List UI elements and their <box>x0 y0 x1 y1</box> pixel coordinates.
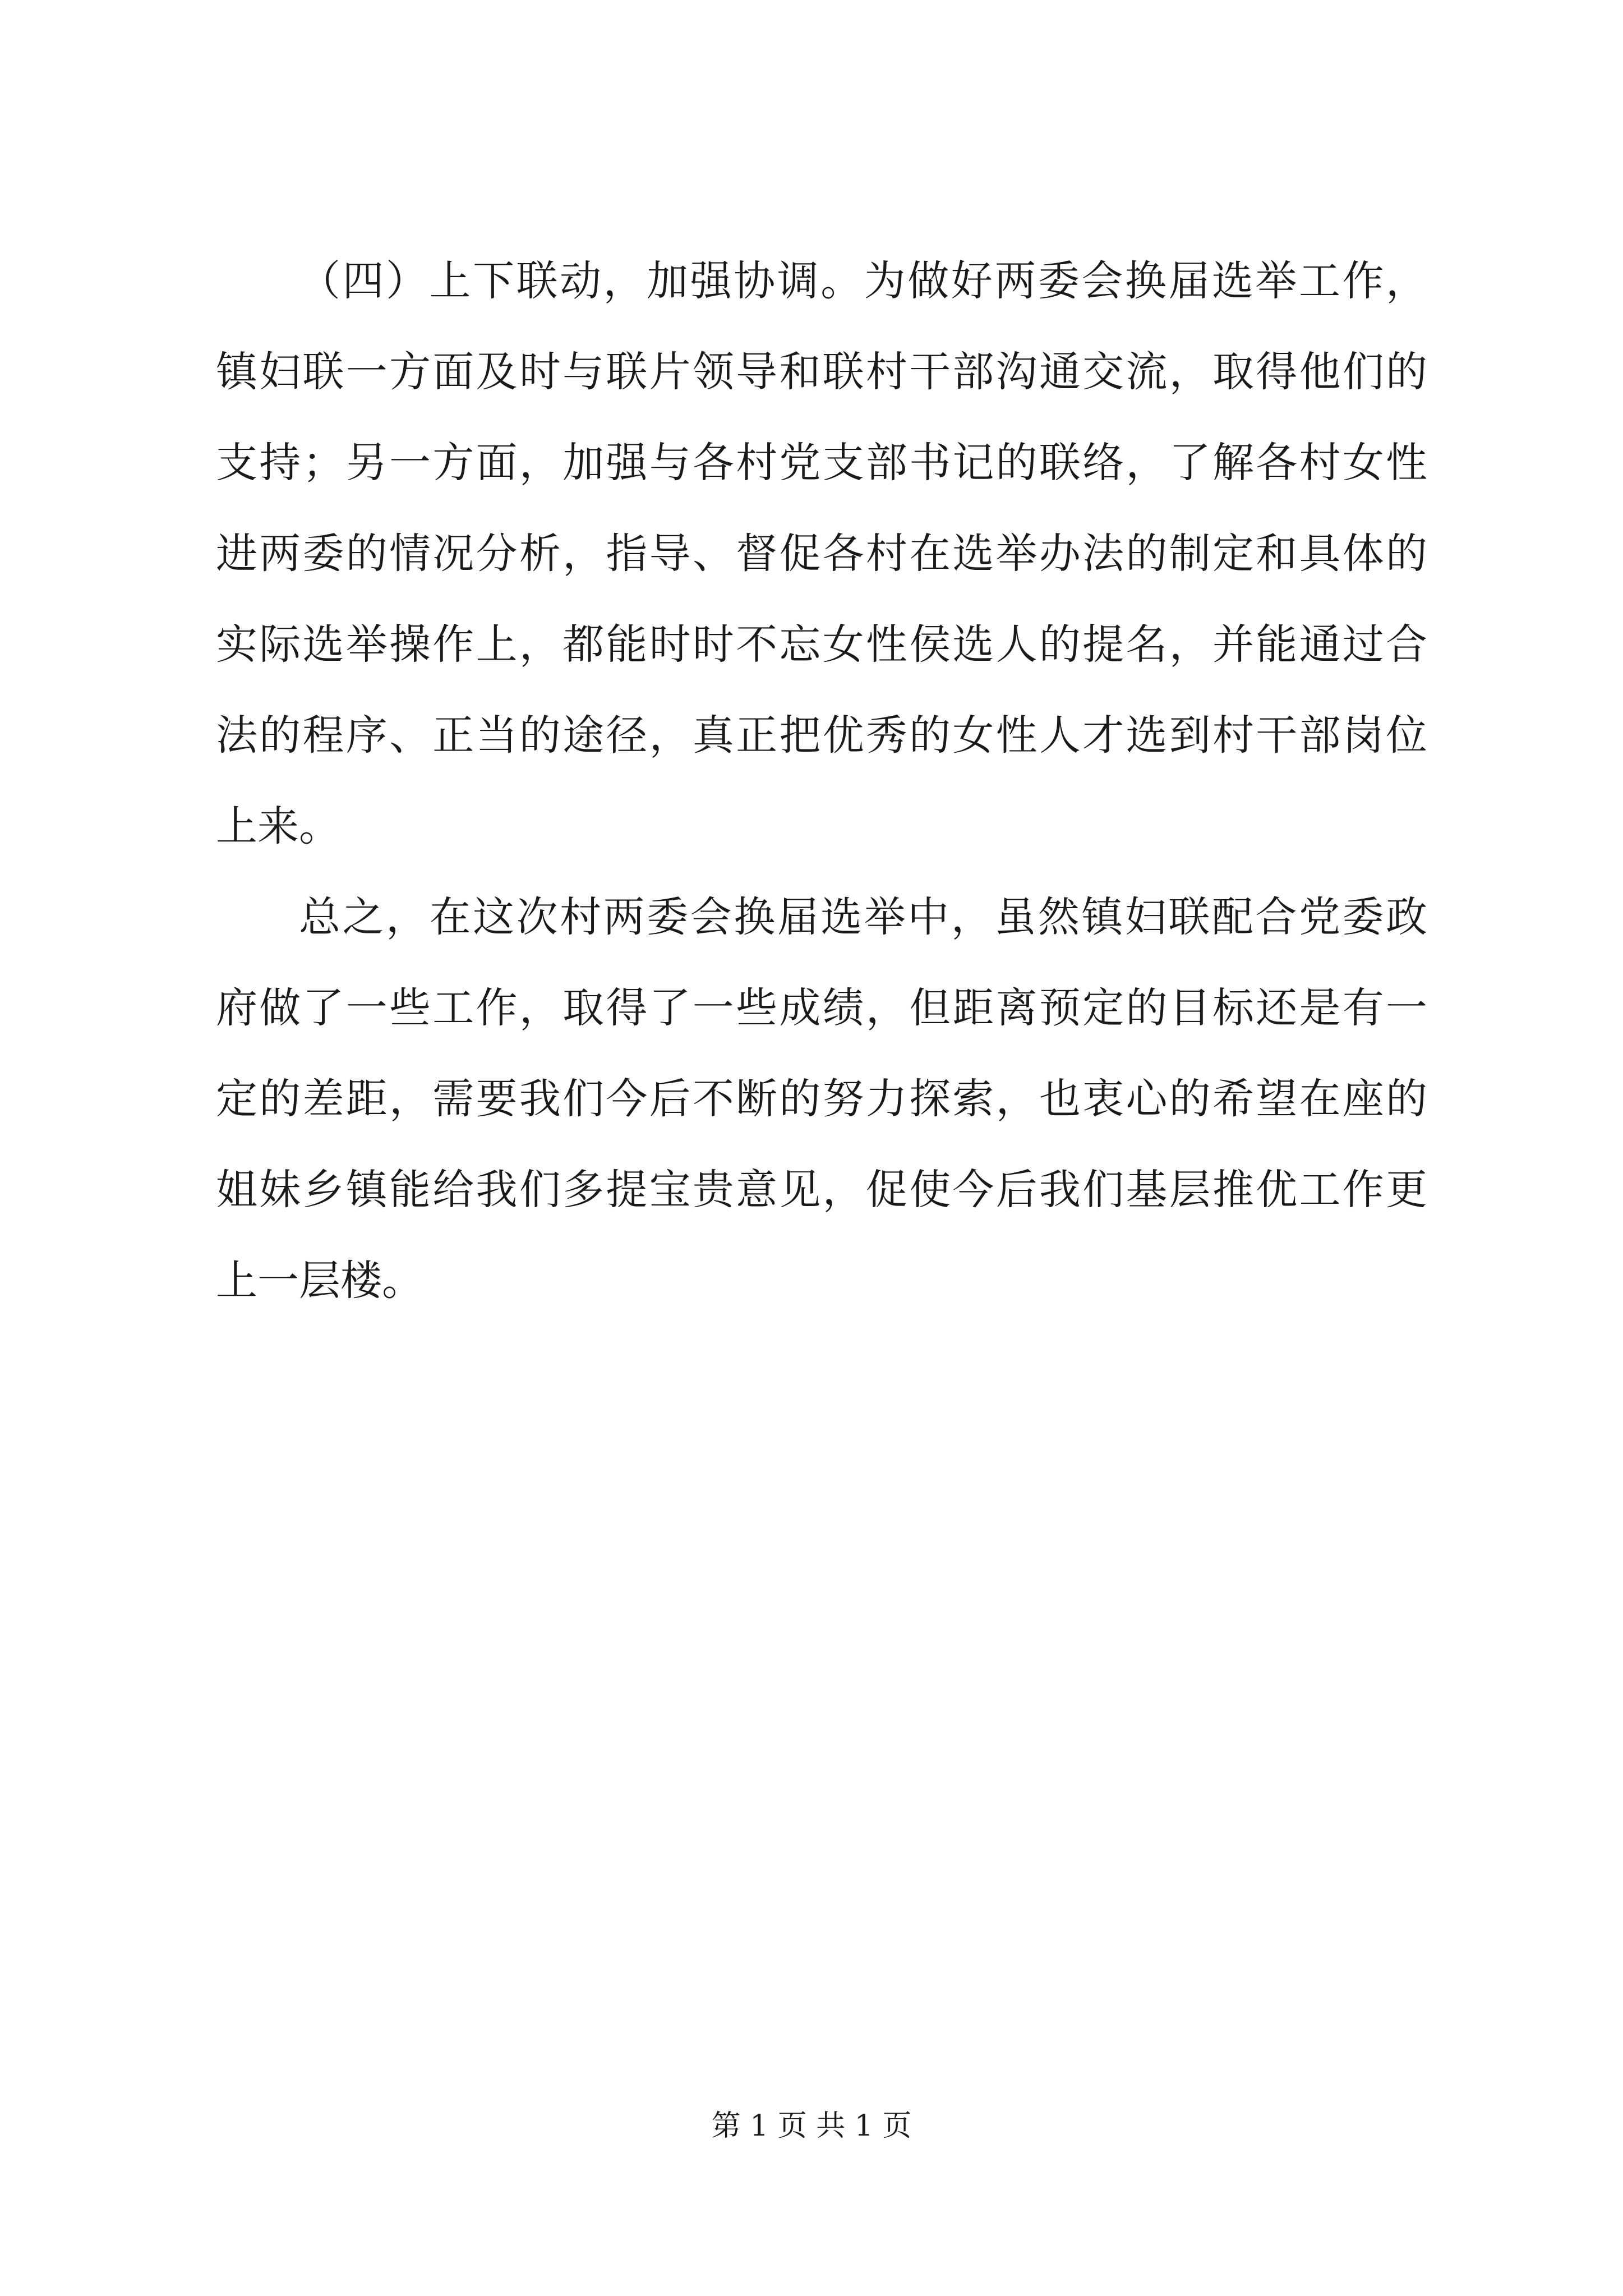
text-line: 上来。 <box>216 802 340 850</box>
page-number-label: 第 1 页 共 1 页 <box>711 2109 912 2143</box>
text-line: 支持；另一方面，加强与各村党支部书记的联络，了解各村女性 <box>216 439 1427 487</box>
text-line: 进两委的情况分析，指导、督促各村在选举办法的制定和具体的 <box>216 530 1427 578</box>
text-line: 总之，在这次村两委会换届选举中，虽然镇妇联配合党委政 <box>299 893 1427 941</box>
text-line: 镇妇联一方面及时与联片领导和联村干部沟通交流，取得他们的 <box>216 348 1427 396</box>
text-line: 上一层楼。 <box>216 1257 423 1305</box>
text-line: 府做了一些工作，取得了一些成绩，但距离预定的目标还是有一 <box>216 984 1427 1032</box>
text-line: 定的差距，需要我们今后不断的努力探索，也衷心的希望在座的 <box>216 1075 1427 1123</box>
paragraph-1 <box>216 236 1427 872</box>
text-line: 法的程序、正当的途径，真正把优秀的女性人才选到村干部岗位 <box>216 711 1427 760</box>
text-line: （四）上下联动，加强协调。为做好两委会换届选举工作， <box>299 257 1427 305</box>
text-line: 实际选举操作上，都能时时不忘女性侯选人的提名，并能通过合 <box>216 620 1427 669</box>
document-body <box>216 236 1427 1326</box>
paragraph-2 <box>216 872 1427 1326</box>
text-line: 姐妹乡镇能给我们多提宝贵意见，促使今后我们基层推优工作更 <box>216 1166 1427 1214</box>
page-footer <box>0 2104 1623 2148</box>
